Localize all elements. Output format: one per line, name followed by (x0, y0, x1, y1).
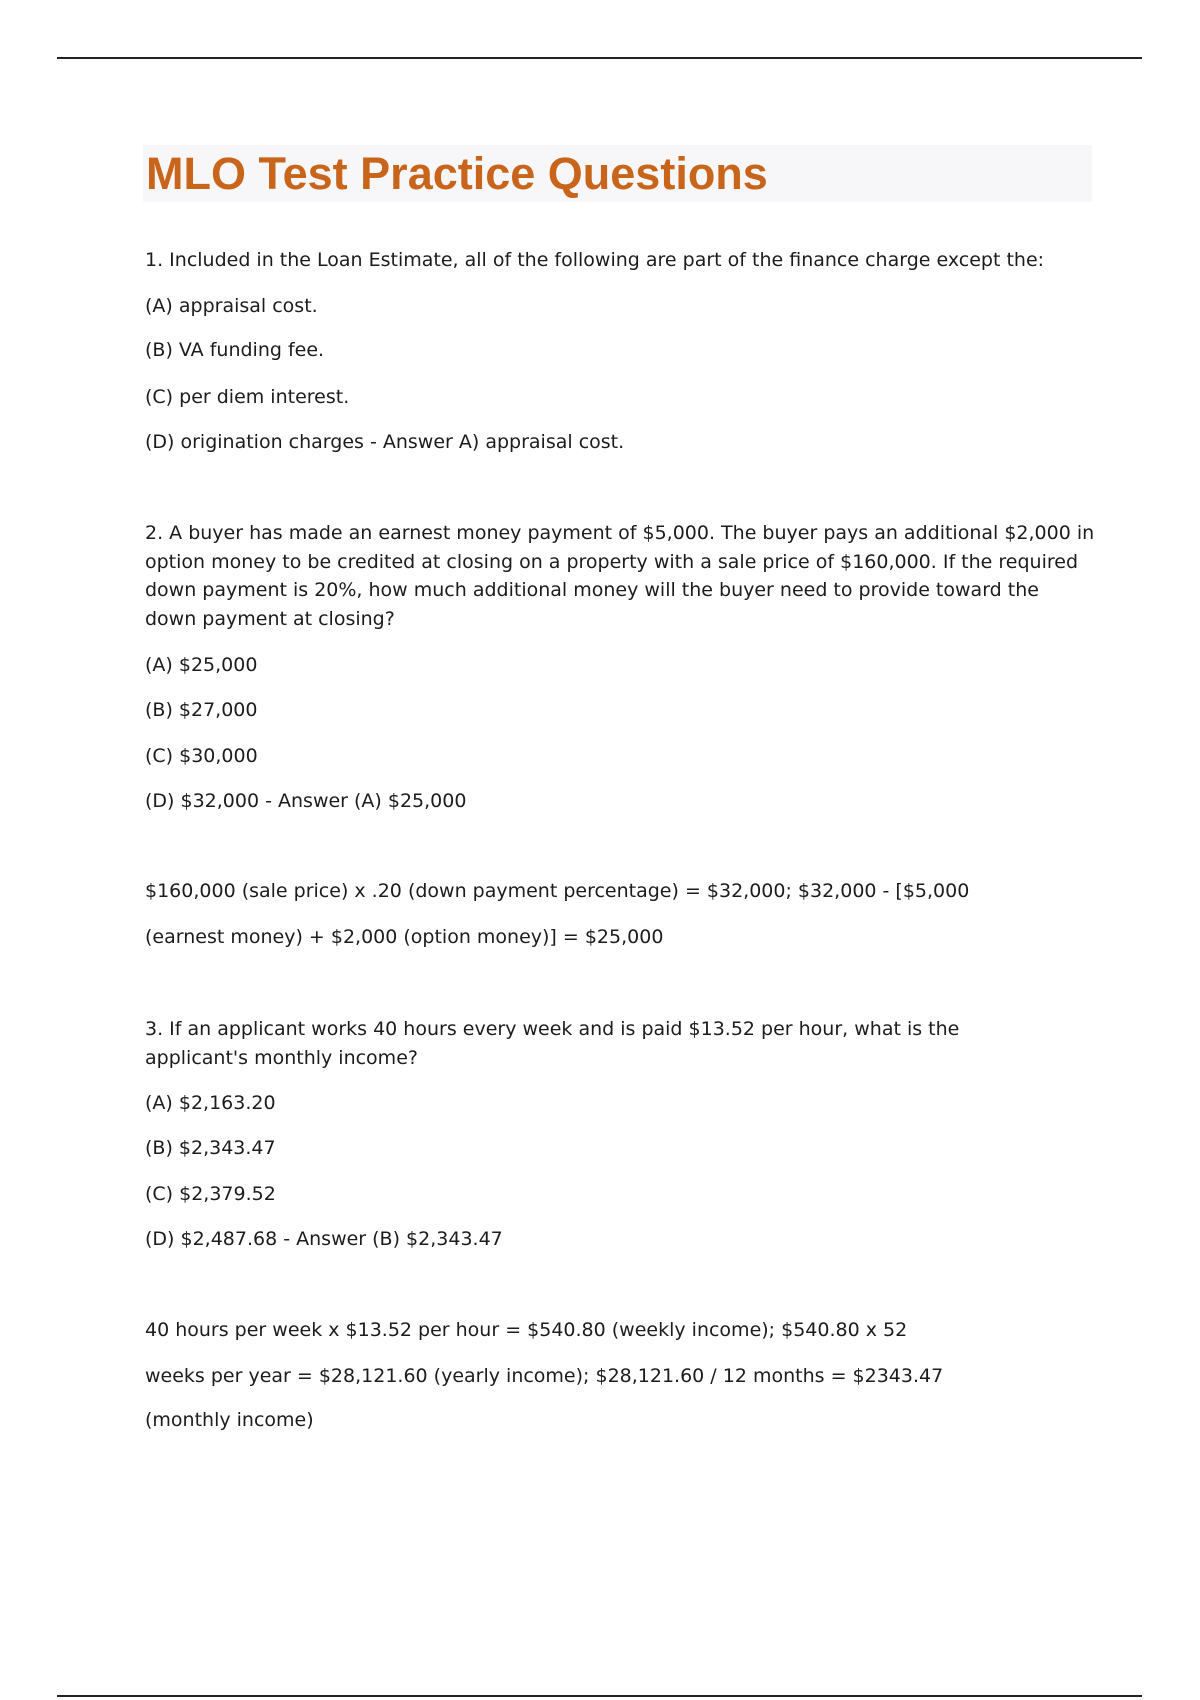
question-3-explanation-line-1: 40 hours per week x $13.52 per hour = $540.80 (weekly income); $540.80 x 52 (145, 1319, 908, 1341)
question-3-option-c: (C) $2,379.52 (145, 1183, 276, 1205)
question-3-option-b: (B) $2,343.47 (145, 1137, 276, 1159)
top-rule (57, 57, 1142, 59)
question-1-stem: 1. Included in the Loan Estimate, all of the following are part of the finance charge except the: (145, 249, 1045, 271)
question-3-option-d-answer: (D) $2,487.68 - Answer (B) $2,343.47 (145, 1228, 503, 1250)
question-3-stem: 3. If an applicant works 40 hours every week and is paid $13.52 per hour, what is the applicant's monthly income? (145, 1018, 960, 1069)
question-1-option-b: (B) VA funding fee. (145, 339, 325, 361)
question-1-option-c: (C) per diem interest. (145, 386, 350, 408)
question-2-explanation-line-1: $160,000 (sale price) x .20 (down payment percentage) = $32,000; $32,000 - [$5,000 (145, 880, 970, 902)
question-2-option-d-answer: (D) $32,000 - Answer (A) $25,000 (145, 790, 467, 812)
question-2-explanation-line-2: (earnest money) + $2,000 (option money)] = $25,000 (145, 926, 664, 948)
question-1-option-d-answer: (D) origination charges - Answer A) appraisal cost. (145, 431, 625, 453)
bottom-rule (57, 1695, 1142, 1697)
question-2-option-a: (A) $25,000 (145, 654, 258, 676)
question-3-explanation-line-2: weeks per year = $28,121.60 (yearly income); $28,121.60 / 12 months = $2343.47 (145, 1365, 944, 1387)
question-3-option-a: (A) $2,163.20 (145, 1092, 276, 1114)
question-2-option-c: (C) $30,000 (145, 745, 258, 767)
question-1-option-a: (A) appraisal cost. (145, 295, 318, 317)
page-title: MLO Test Practice Questions (146, 148, 768, 199)
question-2-stem: 2. A buyer has made an earnest money payment of $5,000. The buyer pays an additional $2,000 in option money to be credited at closing on a property with a sale price of $160,000. If the required down payment is 20%, how much additional money will the buyer need to provide toward the down payment at closing? (145, 522, 1095, 630)
question-3-explanation-line-3: (monthly income) (145, 1409, 314, 1431)
question-2-option-b: (B) $27,000 (145, 699, 258, 721)
